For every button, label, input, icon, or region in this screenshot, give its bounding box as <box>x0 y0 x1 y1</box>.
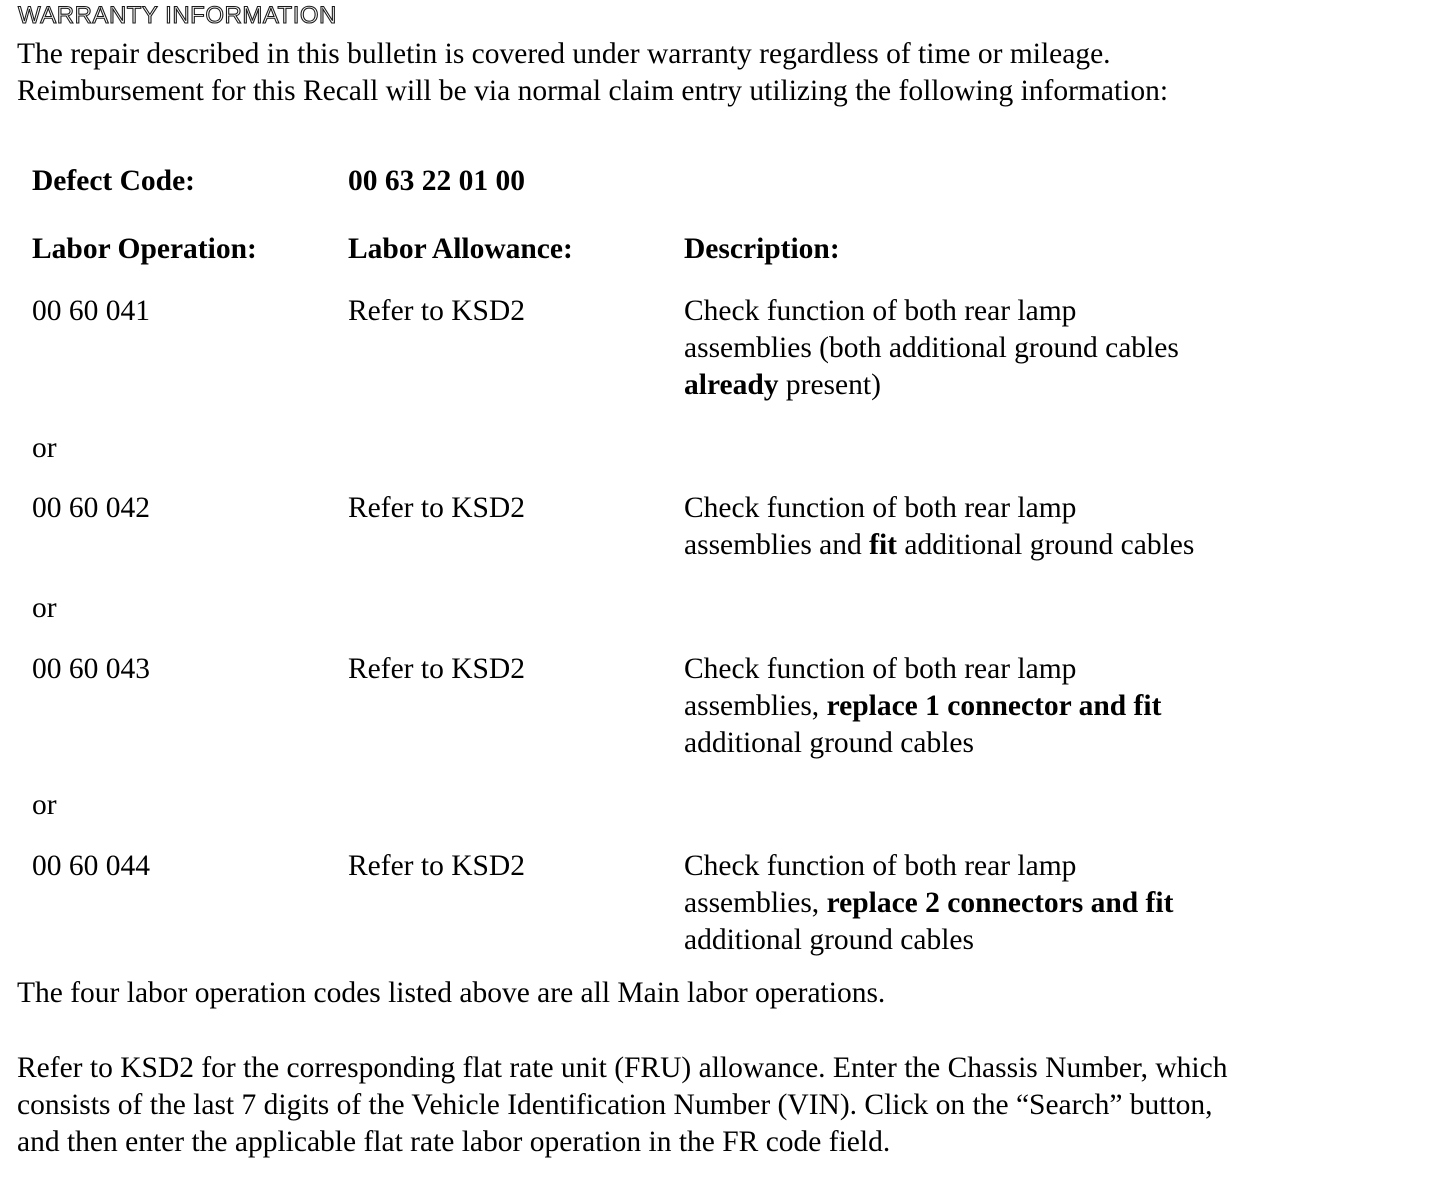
row-3-allowance: Refer to KSD2 <box>348 653 525 685</box>
defect-code-value: 00 63 22 01 00 <box>348 165 525 197</box>
row-3-description-line-2 <box>684 688 1161 725</box>
section-heading: WARRANTY INFORMATION <box>18 2 337 29</box>
separator-or-3: or <box>32 789 57 821</box>
row-2-emphasis: fit <box>869 529 897 561</box>
row-1-allowance: Refer to KSD2 <box>348 295 525 327</box>
row-2-operation: 00 60 042 <box>32 492 150 524</box>
row-1-description-line-3 <box>684 367 881 404</box>
intro-line-1: The repair described in this bulletin is covered under warranty regardless of time or mileage. <box>17 38 1111 70</box>
row-2-description-post: additional ground cables <box>897 529 1195 561</box>
header-labor-operation: Labor Operation: <box>32 233 257 265</box>
row-4-emphasis: replace 2 connectors and fit <box>826 887 1174 919</box>
instructions-line-3: and then enter the applicable flat rate labor operation in the FR code field. <box>17 1126 891 1158</box>
row-1-description-line-2: assemblies (both additional ground cables <box>684 332 1179 364</box>
header-labor-allowance: Labor Allowance: <box>348 233 573 265</box>
row-4-description-line-2 <box>684 885 1173 922</box>
row-3-description-line-1: Check function of both rear lamp <box>684 653 1077 685</box>
row-3-description-line-3: additional ground cables <box>684 727 975 759</box>
row-4-description-pre: assemblies, <box>684 887 827 919</box>
defect-code-label: Defect Code: <box>32 165 195 197</box>
row-4-description-line-3: additional ground cables <box>684 924 975 956</box>
row-4-description-line-1: Check function of both rear lamp <box>684 850 1077 882</box>
row-2-allowance: Refer to KSD2 <box>348 492 525 524</box>
row-1-description-rest: present) <box>778 369 881 401</box>
row-1-emphasis: already <box>684 369 779 401</box>
instructions-line-1: Refer to KSD2 for the corresponding flat rate unit (FRU) allowance. Enter the Chassis Number, which <box>17 1052 1228 1084</box>
row-4-allowance: Refer to KSD2 <box>348 850 525 882</box>
row-3-emphasis: replace 1 connector and fit <box>826 690 1162 722</box>
row-1-description-line-1: Check function of both rear lamp <box>684 295 1077 327</box>
row-4-operation: 00 60 044 <box>32 850 150 882</box>
separator-or-2: or <box>32 592 57 624</box>
header-description: Description: <box>684 233 840 265</box>
main-operations-note: The four labor operation codes listed above are all Main labor operations. <box>17 977 886 1009</box>
row-2-description-pre: assemblies and <box>684 529 870 561</box>
instructions-line-2: consists of the last 7 digits of the Vehicle Identification Number (VIN). Click on the “Search” button, <box>17 1089 1213 1121</box>
row-3-description-pre: assemblies, <box>684 690 827 722</box>
row-3-operation: 00 60 043 <box>32 653 150 685</box>
row-2-description-line-2 <box>684 527 1194 564</box>
row-1-operation: 00 60 041 <box>32 295 150 327</box>
intro-line-2: Reimbursement for this Recall will be via normal claim entry utilizing the following information: <box>17 75 1169 107</box>
row-2-description-line-1: Check function of both rear lamp <box>684 492 1077 524</box>
separator-or-1: or <box>32 432 57 464</box>
